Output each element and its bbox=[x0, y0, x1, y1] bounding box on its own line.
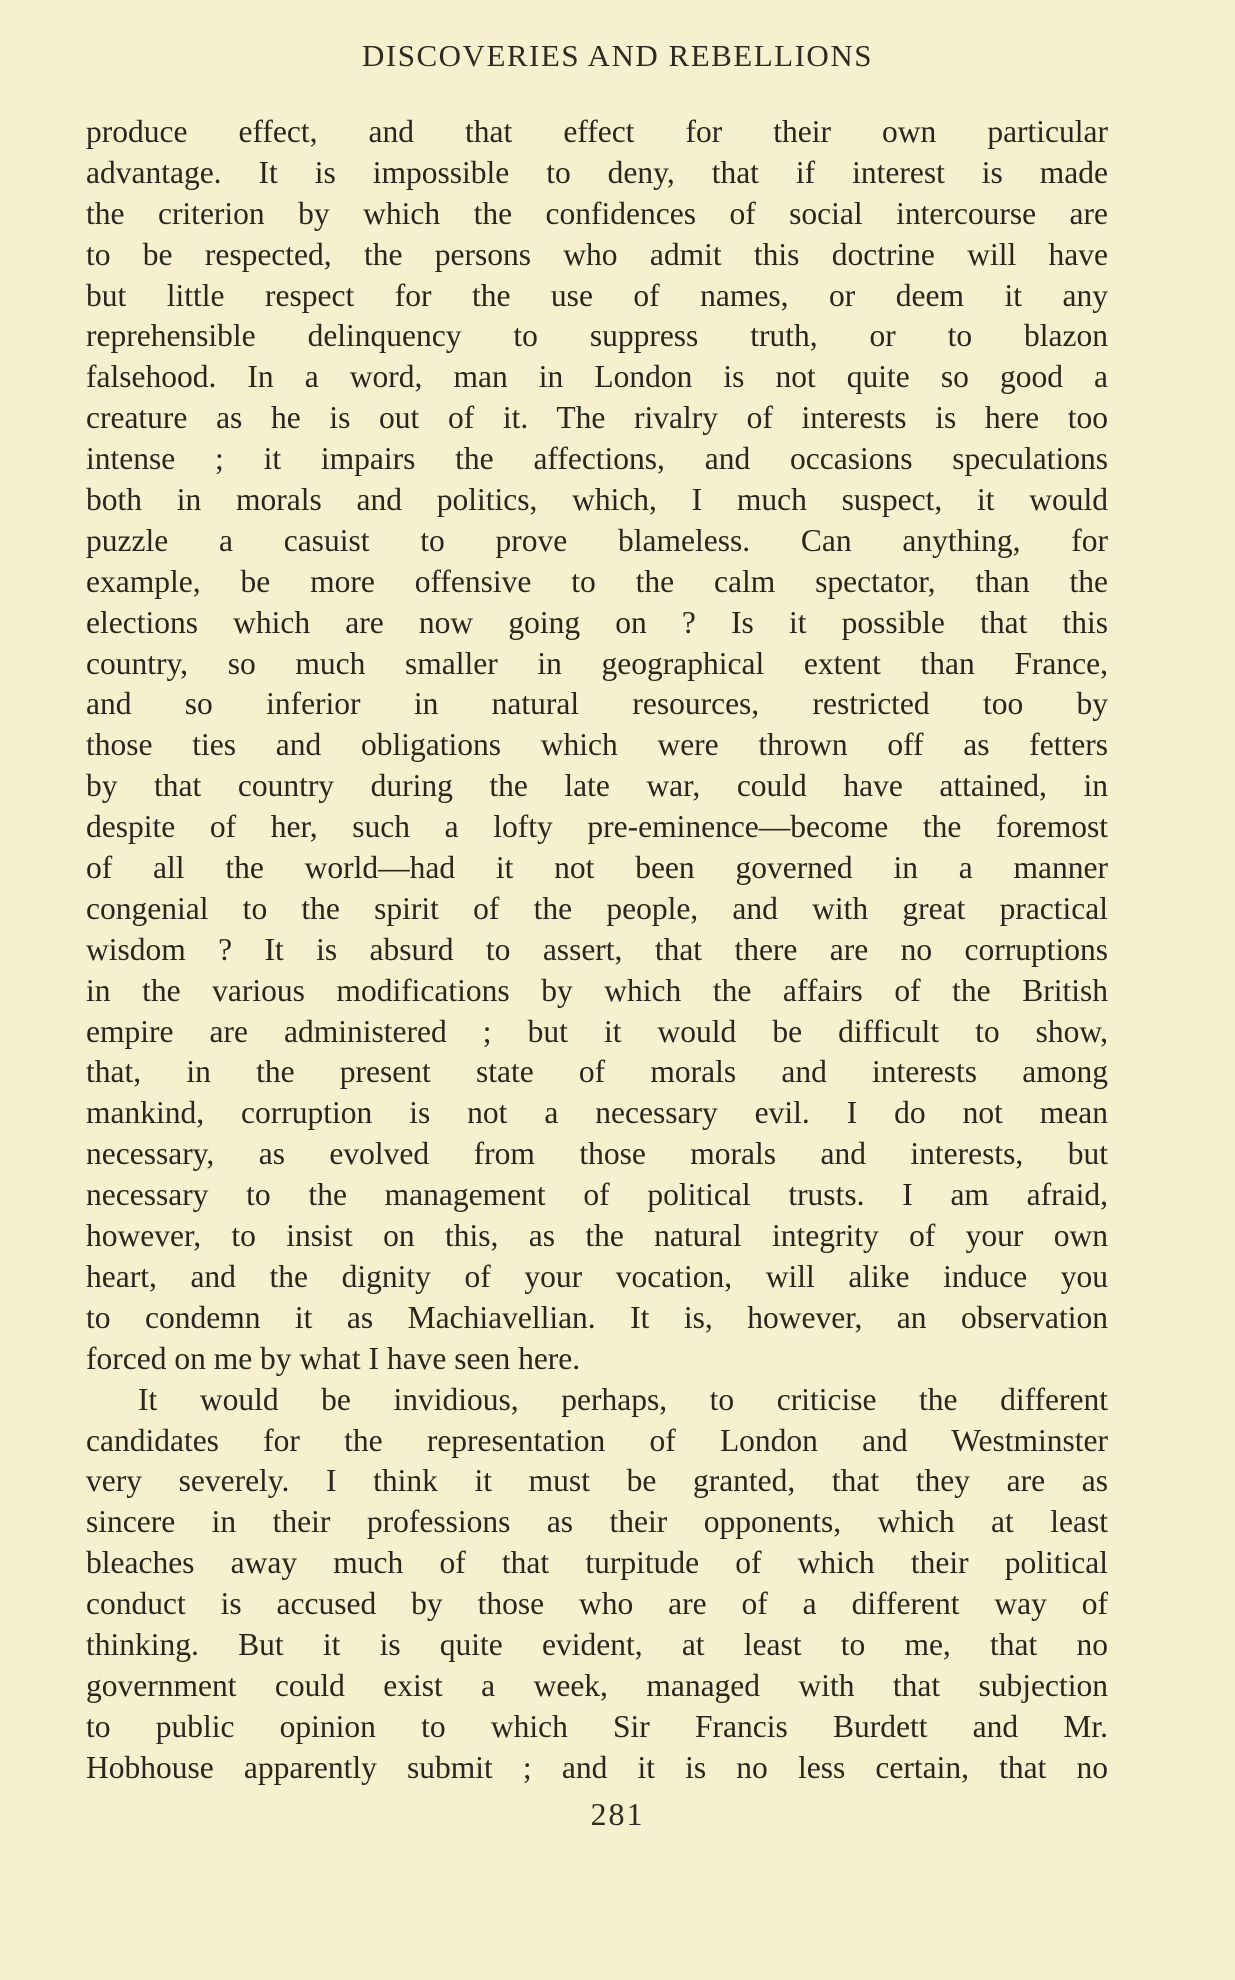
text-line: necessary to the management of political trusts. I am afraid, bbox=[86, 1177, 1108, 1213]
text-line: example, be more offensive to the calm spectator, than the bbox=[86, 563, 1108, 599]
text-line: to condemn it as Machiavellian. It is, however, an observation bbox=[86, 1299, 1108, 1335]
text-line: necessary, as evolved from those morals and interests, but bbox=[86, 1136, 1108, 1172]
text-line: very severely. I think it must be granted, that they are as bbox=[86, 1463, 1108, 1499]
text-line: empire are administered ; but it would be difficult to show, bbox=[86, 1013, 1108, 1049]
body-text bbox=[86, 112, 1108, 1789]
text-line: puzzle a casuist to prove blameless. Can anything, for bbox=[86, 522, 1108, 558]
text-line: the criterion by which the confidences of social intercourse are bbox=[86, 195, 1108, 231]
text-line: produce effect, and that effect for their own particular bbox=[86, 114, 1108, 149]
text-line: both in morals and politics, which, I much suspect, it would bbox=[86, 482, 1108, 518]
text-line: however, to insist on this, as the natural integrity of your own bbox=[86, 1218, 1108, 1254]
text-line: and so inferior in natural resources, restricted too by bbox=[86, 686, 1108, 722]
text-line: country, so much smaller in geographical extent than France, bbox=[86, 645, 1108, 681]
text-line: in the various modifications by which the affairs of the British bbox=[86, 972, 1108, 1008]
text-line-paragraph-end: forced on me by what I have seen here. bbox=[86, 1340, 581, 1376]
page-number: 281 bbox=[590, 1796, 645, 1832]
text-line: heart, and the dignity of your vocation, will alike induce you bbox=[86, 1258, 1108, 1294]
text-line: advantage. It is impossible to deny, that if interest is made bbox=[86, 154, 1108, 190]
text-line: elections which are now going on ? Is it possible that this bbox=[86, 604, 1108, 640]
text-line: Hobhouse apparently submit ; and it is no less certain, that no bbox=[86, 1749, 1108, 1785]
text-line-paragraph-start: It would be invidious, perhaps, to criticise the different bbox=[138, 1381, 1108, 1417]
text-line: candidates for the representation of London and Westminster bbox=[86, 1422, 1108, 1458]
text-line: by that country during the late war, could have attained, in bbox=[86, 768, 1108, 804]
text-line: sincere in their professions as their opponents, which at least bbox=[86, 1504, 1108, 1540]
text-line: of all the world—had it not been governed in a manner bbox=[86, 850, 1108, 886]
text-line: bleaches away much of that turpitude of which their political bbox=[86, 1545, 1108, 1581]
text-line: despite of her, such a lofty pre-eminence—become the foremost bbox=[86, 809, 1108, 845]
running-head: DISCOVERIES AND REBELLIONS bbox=[362, 38, 873, 73]
text-line: reprehensible delinquency to suppress truth, or to blazon bbox=[86, 318, 1108, 354]
text-line: mankind, corruption is not a necessary evil. I do not mean bbox=[86, 1095, 1108, 1131]
text-line: to be respected, the persons who admit this doctrine will have bbox=[86, 236, 1108, 272]
text-line: conduct is accused by those who are of a different way of bbox=[86, 1586, 1108, 1622]
text-line: creature as he is out of it. The rivalry of interests is here too bbox=[86, 400, 1108, 436]
text-line: wisdom ? It is absurd to assert, that there are no corruptions bbox=[86, 931, 1108, 967]
text-line: those ties and obligations which were thrown off as fetters bbox=[86, 727, 1108, 763]
text-line: that, in the present state of morals and interests among bbox=[86, 1054, 1108, 1090]
text-line: falsehood. In a word, man in London is not quite so good a bbox=[86, 359, 1108, 395]
text-line: government could exist a week, managed with that subjection bbox=[86, 1667, 1108, 1703]
text-line: congenial to the spirit of the people, and with great practical bbox=[86, 890, 1108, 926]
text-line: intense ; it impairs the affections, and occasions speculations bbox=[86, 441, 1108, 477]
text-line: thinking. But it is quite evident, at least to me, that no bbox=[86, 1626, 1108, 1662]
text-line: to public opinion to which Sir Francis Burdett and Mr. bbox=[86, 1708, 1108, 1744]
text-line: but little respect for the use of names, or deem it any bbox=[86, 277, 1108, 313]
